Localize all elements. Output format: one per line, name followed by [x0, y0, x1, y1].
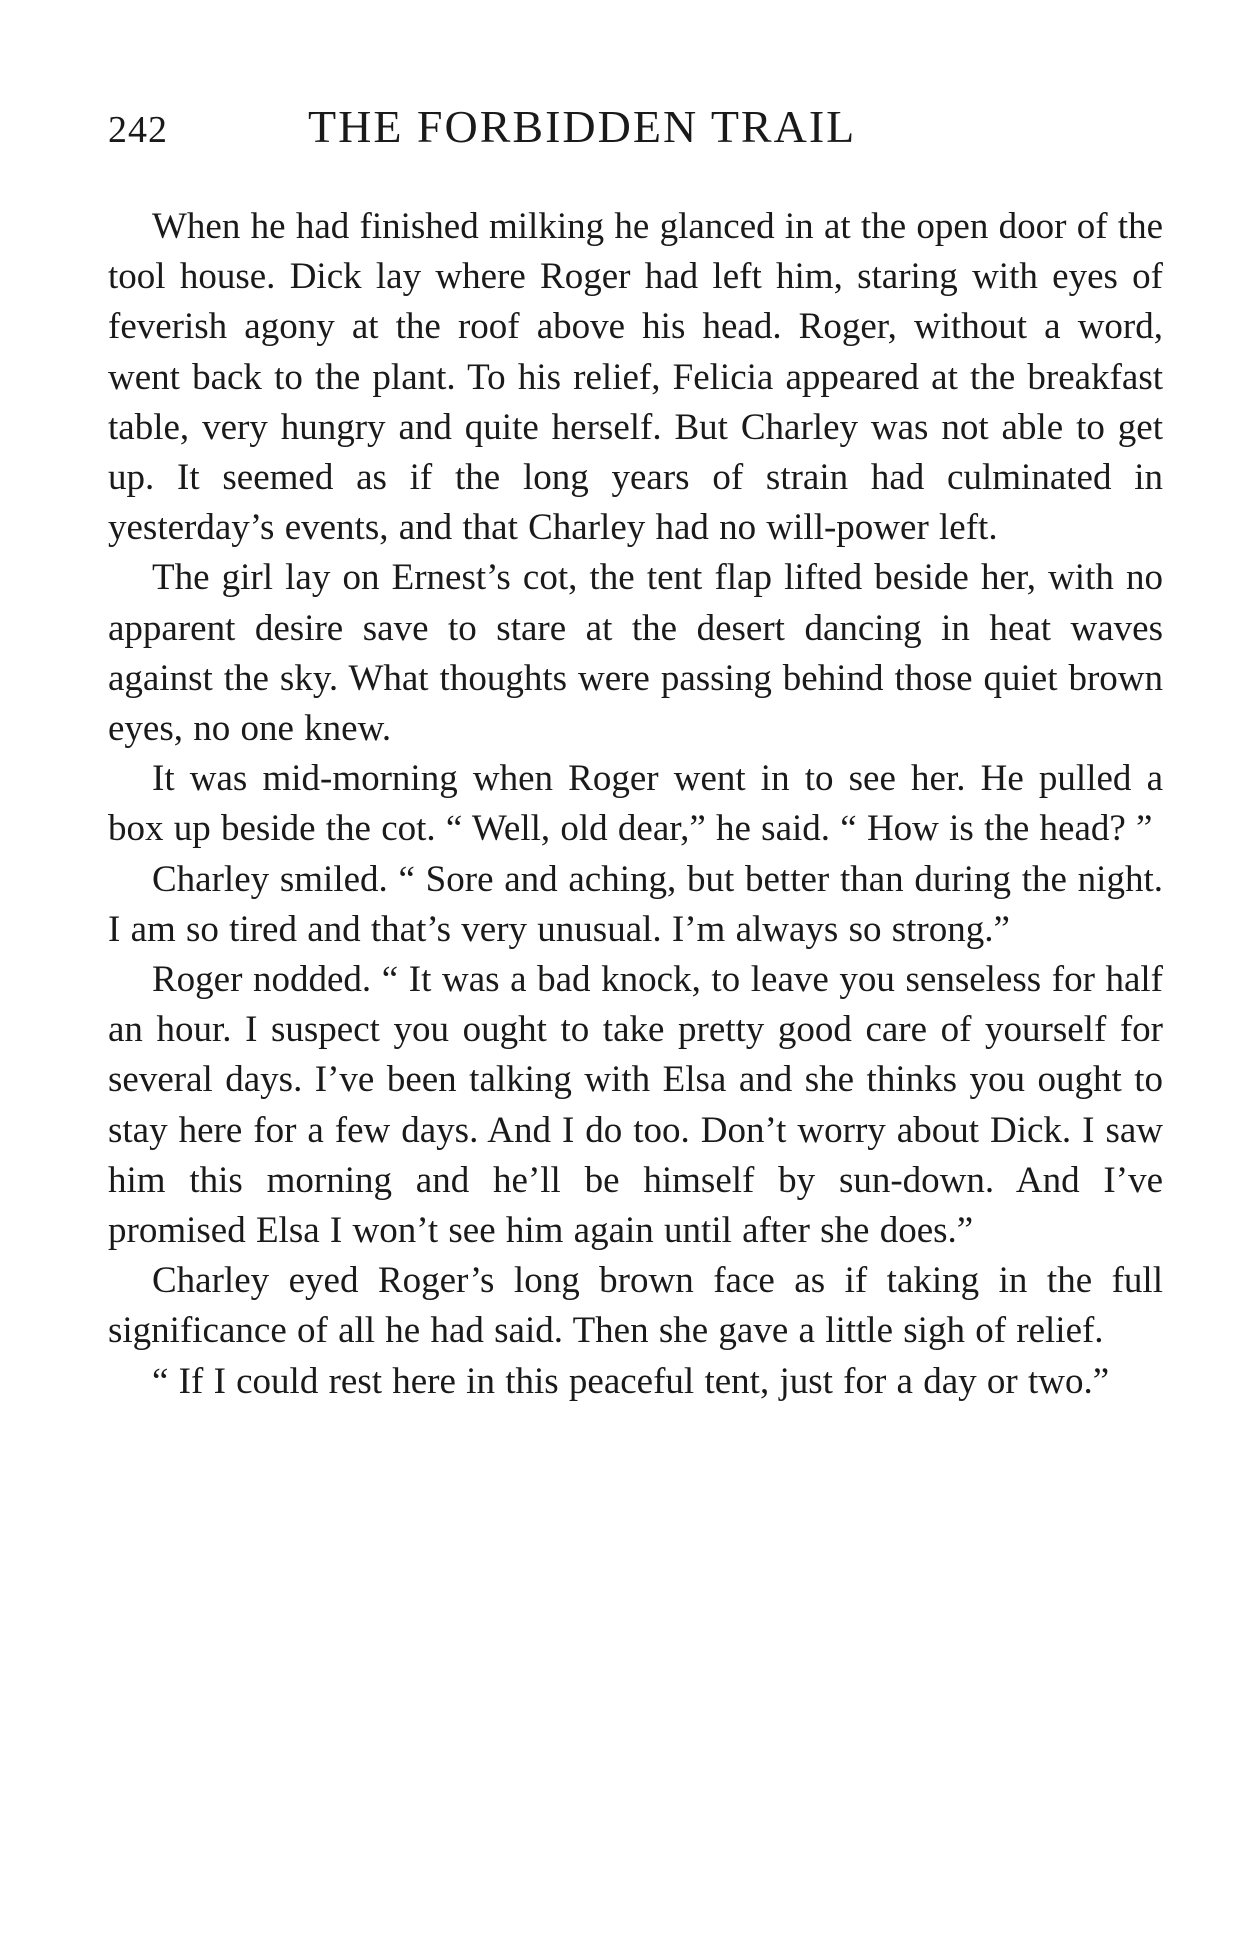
body-text: [108, 202, 1163, 1407]
running-title: THE FORBIDDEN TRAIL: [308, 101, 857, 152]
paragraph: When he had finished milking he glanced in at the open door of the tool house. Dick lay where Roger had left him, staring with eyes of feverish agony at the roof above his head. Roger, without a word, went back to the plant. To his relief, Felicia appeared at the breakfast table, very hungry and quite herself. But Charley was not able to get up. It seemed as if the long years of strain had culminated in yesterday’s events, and that Charley had no will-power left.: [108, 206, 1163, 549]
paragraph: It was mid-morning when Roger went in to see her. He pulled a box up beside the cot. “ Well, old dear,” he said. “ How is the head? ”: [108, 758, 1163, 850]
paragraph: The girl lay on Ernest’s cot, the tent flap lifted beside her, with no apparent desire save to stare at the desert dancing in heat waves against the sky. What thoughts were passing behind those quiet brown eyes, no one knew.: [108, 557, 1163, 750]
paragraph: Roger nodded. “ It was a bad knock, to leave you senseless for half an hour. I suspect you ought to take pretty good care of yourself for several days. I’ve been talking with Elsa and she thinks you ought to stay here for a few days. And I do too. Don’t worry about Dick. I saw him this morning and he’ll be himself by sun-down. And I’ve promised Elsa I won’t see him again until after she does.”: [108, 959, 1163, 1252]
paragraph: “ If I could rest here in this peaceful tent, just for a day or two.”: [152, 1360, 1110, 1402]
page-number: 242: [108, 109, 168, 151]
paragraph: Charley smiled. “ Sore and aching, but better than during the night. I am so tired and that’s very unusual. I’m always so strong.”: [108, 858, 1163, 950]
page-header: [108, 100, 1158, 160]
paragraph: Charley eyed Roger’s long brown face as if taking in the full significance of all he had said. Then she gave a little sigh of relief.: [108, 1260, 1163, 1352]
